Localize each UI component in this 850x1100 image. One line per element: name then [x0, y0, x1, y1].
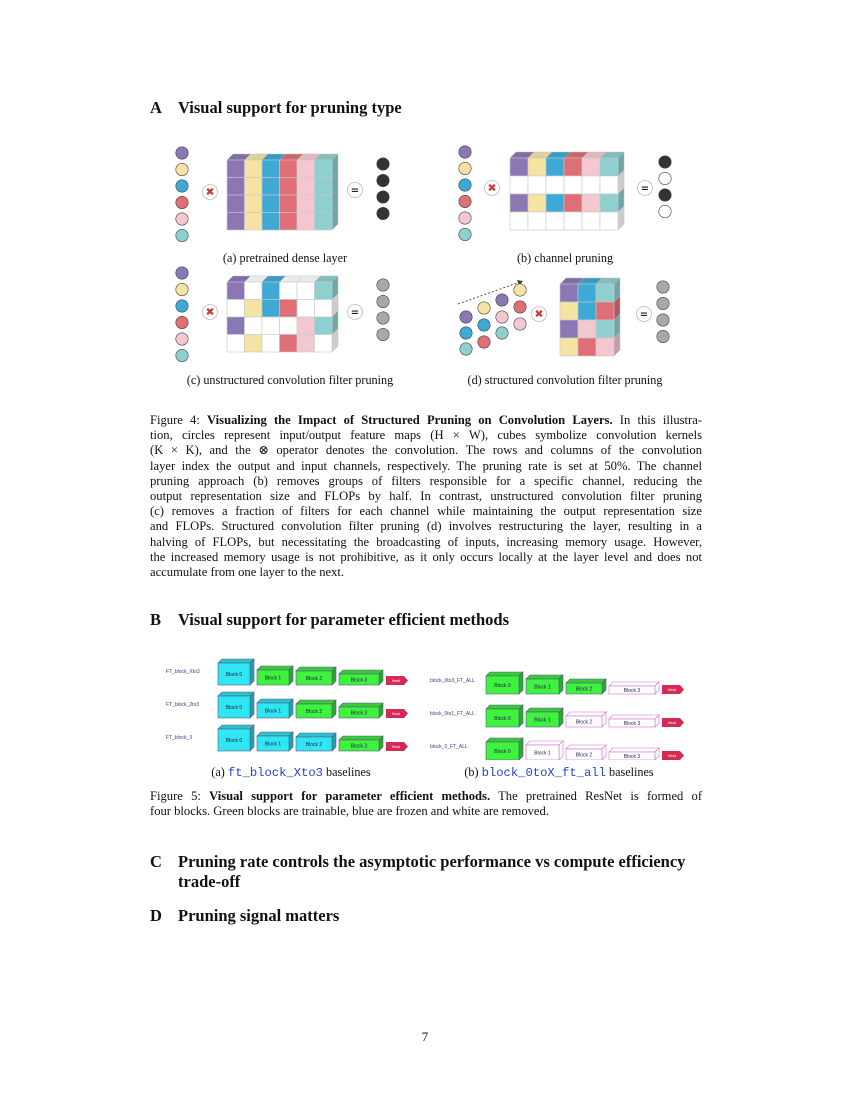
block-2-1-label: Block 1	[534, 750, 551, 757]
section-c-heading	[150, 852, 710, 892]
section-b-title: Visual support for parameter efficient methods	[178, 610, 510, 629]
figure5-caption-label: Figure 5:	[150, 789, 201, 803]
figure5-subcaption-a-code: ft_block_Xto3	[227, 766, 323, 780]
broadcast-arrow-line	[458, 282, 520, 304]
kernel-a-cell-1-2	[262, 178, 280, 196]
figure4-panel-c	[160, 260, 410, 368]
input-map-a-2	[176, 180, 188, 192]
kernel-c-cell-1-5	[315, 300, 333, 318]
figure5-panel-a	[160, 655, 422, 761]
conv-operator-c-x: ✖	[205, 305, 215, 319]
row-label-0: block_0to3_FT_ALL	[430, 678, 475, 684]
kernel-d-cell-0-2	[596, 284, 614, 302]
block-0-2-top	[296, 667, 336, 671]
figure4-panel-d	[440, 260, 690, 368]
kernel-a-cell-2-2	[262, 195, 280, 213]
input-map-b-4	[459, 212, 471, 224]
section-d-heading	[150, 906, 339, 926]
block-2-0-side	[250, 725, 254, 751]
output-map-c-1	[377, 295, 389, 307]
output-map-c-2	[377, 312, 389, 324]
figure5-caption-line1-rest: The pretrained ResNet is formed of	[498, 789, 703, 803]
kernel-a-cell-0-2	[262, 160, 280, 178]
conv-operator-b-x: ✖	[487, 181, 497, 195]
kernel-b-cell-2-5	[600, 194, 618, 212]
input-map-c-5	[176, 349, 188, 361]
block-0-0-side	[250, 659, 254, 685]
kernel-a-cell-3-1	[245, 213, 263, 231]
figure5-caption	[150, 789, 702, 819]
figure5-caption-title: Visual support for parameter efficient methods.	[209, 789, 491, 803]
row-label-2: FT_block_3	[166, 735, 193, 741]
kernel-a-cell-0-4	[297, 160, 315, 178]
block-0-0-top	[486, 672, 523, 676]
kernel-b-cell-3-3	[564, 212, 582, 230]
kernel-a-cell-1-3	[280, 178, 298, 196]
block-0-3-top	[339, 670, 383, 674]
block-1-1-top	[526, 708, 563, 712]
input-map-a-4	[176, 213, 188, 225]
input-map-a-3	[176, 196, 188, 208]
kernel-c-cell-3-0	[227, 335, 245, 353]
broadcast-input-7	[496, 311, 508, 323]
head-0-label: Head	[667, 688, 677, 692]
row-label-2: block_0_FT_ALL	[430, 744, 468, 750]
section-a-number: A	[150, 98, 162, 117]
kernel-b-cell-1-5	[600, 176, 618, 194]
kernel-b-cell-2-0	[510, 194, 528, 212]
kernel-d-cell-1-1	[578, 302, 596, 320]
block-0-3-top	[609, 682, 659, 686]
figure4-subcaption-c: (c) unstructured convolution filter pruning	[186, 373, 394, 387]
section-c-title-line1: Pruning rate controls the asymptotic performance vs compute efficiency	[178, 852, 686, 871]
block-2-0-top	[218, 725, 254, 729]
broadcast-input-0	[460, 311, 472, 323]
figure4-caption-line-4: pruning approach (b) removes groups of filters responsible for a specific channel, reducing the	[150, 473, 702, 488]
figure4-caption-line-2: (K × K), and the ⊗ operator denotes the convolution. The rows and columns of the convolution	[150, 443, 702, 458]
kernel-a-cell-2-0	[227, 195, 245, 213]
kernel-c-cell-0-5	[315, 282, 333, 300]
section-a-title: Visual support for pruning type	[178, 98, 402, 117]
kernel-c-cell-0-4	[297, 282, 315, 300]
input-map-c-4	[176, 333, 188, 345]
figure4-subcaption-a: (a) pretrained dense layer	[222, 251, 348, 265]
input-map-c-0	[176, 267, 188, 279]
section-d-number: D	[150, 906, 162, 925]
block-1-0-side	[519, 705, 523, 727]
figure4-caption-line-8: halving of FLOPs, but necessitating the broadcasting of inputs, increasing memory usage. However,	[150, 534, 702, 549]
output-map-b-0	[659, 156, 671, 168]
figure4-subcaption-d: (d) structured convolution filter pruning	[467, 373, 663, 387]
figure4-panel-b	[440, 140, 690, 252]
kernel-d-cell-3-2	[596, 338, 614, 356]
input-map-c-2	[176, 300, 188, 312]
block-0-1-label: Block 1	[534, 684, 551, 691]
kernel-c-cell-0-1	[245, 282, 263, 300]
kernel-b-cell-0-0	[510, 158, 528, 176]
output-map-b-1	[659, 172, 671, 184]
block-1-2-label: Block 2	[305, 709, 323, 715]
kernel-a-cell-1-4	[297, 178, 315, 196]
figure4-caption-first-line	[150, 413, 702, 428]
broadcast-input-4	[478, 319, 490, 331]
block-0-2-label: Block 2	[575, 686, 593, 693]
block-1-3-label: Block 3	[623, 721, 641, 727]
kernel-c-cell-0-3	[280, 282, 298, 300]
kernel-a-cell-1-5	[315, 178, 333, 196]
kernel-a-cell-0-0	[227, 160, 245, 178]
block-0-1-top	[257, 666, 293, 670]
kernel-a-cell-3-5	[315, 213, 333, 231]
kernel-b-cell-1-1	[528, 176, 546, 194]
figure4-caption-line-9: the increased memory usage is not prohibitive, as it only occurs locally at the layer level and does not	[150, 549, 702, 564]
figure5-subcaption-b	[428, 765, 690, 780]
block-1-3-top	[609, 715, 659, 719]
kernel-c-cell-3-2	[262, 335, 280, 353]
input-map-a-0	[176, 147, 188, 159]
output-map-a-1	[377, 174, 389, 186]
kernel-a-cell-0-5	[315, 160, 333, 178]
broadcast-input-3	[478, 302, 490, 314]
equals-b-eq: =	[640, 183, 650, 195]
block-2-2-label: Block 2	[575, 752, 593, 759]
output-map-a-2	[377, 191, 389, 203]
kernel-c-cell-0-0	[227, 282, 245, 300]
kernel-c-cell-3-1	[245, 335, 263, 353]
head-0-label: Head	[391, 679, 401, 683]
kernel-a-cell-0-3	[280, 160, 298, 178]
kernel-b-cell-0-3	[564, 158, 582, 176]
figure5-subcaption-a-suffix: baselines	[322, 765, 371, 779]
kernel-c-cell-2-3	[280, 317, 298, 335]
section-c-title-line2: trade-off	[178, 872, 241, 891]
block-1-0-label: Block 0	[225, 705, 243, 711]
block-2-0-top	[486, 738, 523, 742]
block-1-3-label: Block 3	[350, 710, 368, 717]
figure4-caption-line-6: (c) removes a fraction of filters for each channel while maintaining the output representation size	[150, 504, 702, 519]
block-2-2-top	[566, 745, 606, 749]
output-map-a-3	[377, 207, 389, 219]
output-map-b-2	[659, 189, 671, 201]
kernel-c-cell-2-1	[245, 317, 263, 335]
broadcast-input-1	[460, 327, 472, 339]
input-map-b-5	[459, 228, 471, 240]
block-1-1-top	[257, 699, 293, 703]
kernel-b-cell-1-2	[546, 176, 564, 194]
kernel-c-cell-1-3	[280, 300, 298, 318]
kernel-c-cell-3-5	[315, 335, 333, 353]
input-map-a-5	[176, 229, 188, 241]
kernel-c-cell-3-4	[297, 335, 315, 353]
figure5-panel-b	[428, 660, 690, 760]
section-a-heading	[150, 98, 402, 118]
kernel-d-cell-3-1	[578, 338, 596, 356]
output-map-d-0	[657, 281, 669, 293]
broadcast-input-9	[514, 284, 526, 296]
kernel-b-cell-1-4	[582, 176, 600, 194]
input-map-b-0	[459, 146, 471, 158]
head-1-label: Head	[667, 721, 677, 725]
kernel-a-cell-3-2	[262, 213, 280, 231]
kernel-a-cell-2-1	[245, 195, 263, 213]
block-2-0-side	[519, 738, 523, 760]
figure5-subcaption-a-prefix: (a)	[211, 765, 228, 779]
input-map-c-1	[176, 283, 188, 295]
figure5-subcaption-b-prefix: (b)	[464, 765, 482, 779]
kernel-d-cell-1-0	[560, 302, 578, 320]
kernel-d-cell-2-2	[596, 320, 614, 338]
block-0-3-label: Block 3	[623, 688, 641, 694]
figure5-subcaption-b-code: block_0toX_ft_all	[481, 766, 606, 780]
block-2-1-top	[526, 741, 563, 745]
kernel-b-cell-3-5	[600, 212, 618, 230]
broadcast-input-8	[496, 327, 508, 339]
block-2-3-label: Block 3	[350, 743, 368, 750]
figure4-caption-line-10: accumulate from one layer to the next.	[150, 565, 345, 580]
broadcast-input-2	[460, 343, 472, 355]
kernel-a-cell-2-3	[280, 195, 298, 213]
kernel-a-cell-2-4	[297, 195, 315, 213]
output-map-d-2	[657, 314, 669, 326]
kernel-c-cell-1-2	[262, 300, 280, 318]
block-0-0-top	[218, 659, 254, 663]
section-c-number: C	[150, 852, 162, 871]
block-0-1-top	[526, 675, 563, 679]
figure4-caption	[150, 413, 702, 580]
broadcast-input-10	[514, 301, 526, 313]
figure4-caption-line-5: output representation size and FLOPs by half. In contrast, unstructured convolution filter pruning	[150, 489, 702, 504]
kernel-c-cell-2-0	[227, 317, 245, 335]
figure4-subcaption-b: (b) channel pruning	[516, 251, 614, 265]
kernel-b-cell-0-2	[546, 158, 564, 176]
kernel-d-cell-0-0	[560, 284, 578, 302]
kernel-b-cell-0-1	[528, 158, 546, 176]
block-1-0-label: Block 0	[494, 716, 511, 722]
block-1-0-side	[250, 692, 254, 718]
kernel-d-cell-3-0	[560, 338, 578, 356]
block-0-0-side	[519, 672, 523, 694]
input-map-c-3	[176, 316, 188, 328]
kernel-a-cell-3-4	[297, 213, 315, 231]
output-map-d-3	[657, 330, 669, 342]
kernel-c-cell-2-5	[315, 317, 333, 335]
conv-operator-d-x: ✖	[534, 307, 544, 321]
block-1-1-label: Block 1	[534, 717, 551, 724]
kernel-c-cell-1-0	[227, 300, 245, 318]
block-1-2-top	[566, 712, 606, 716]
conv-operator-a-x: ✖	[205, 185, 215, 199]
kernel-b-cell-0-5	[600, 158, 618, 176]
row-label-1: FT_block_2to3	[166, 702, 200, 708]
page-number: 7	[421, 1029, 429, 1044]
block-2-2-label: Block 2	[305, 742, 323, 748]
block-2-2-top	[296, 733, 336, 737]
block-2-0-label: Block 0	[225, 738, 243, 744]
figure4-caption-title: Visualizing the Impact of Structured Pruning on Convolution Layers.	[207, 413, 613, 427]
kernel-c-cell-2-2	[262, 317, 280, 335]
kernel-d-cell-2-0	[560, 320, 578, 338]
input-map-b-3	[459, 195, 471, 207]
kernel-b-cell-3-2	[546, 212, 564, 230]
block-1-0-top	[486, 705, 523, 709]
broadcast-input-6	[496, 294, 508, 306]
kernel-b-cell-2-2	[546, 194, 564, 212]
kernel-b-cell-2-1	[528, 194, 546, 212]
row-label-1: block_0to1_FT_ALL	[430, 711, 475, 717]
head-1-label: Head	[391, 712, 401, 716]
kernel-c-cell-1-4	[297, 300, 315, 318]
equals-a-eq: =	[350, 185, 360, 197]
output-map-d-1	[657, 297, 669, 309]
block-2-3-top	[339, 736, 383, 740]
kernel-c-cell-2-4	[297, 317, 315, 335]
row-label-0: FT_block_Xto3	[166, 669, 200, 675]
section-c-line1	[150, 852, 710, 872]
block-1-0-top	[218, 692, 254, 696]
section-b-number: B	[150, 610, 162, 629]
figure4-caption-line-3: layer index the output and input channels, respectively. The pruning rate is set at 50%. The channel	[150, 458, 702, 473]
kernel-b-cell-1-0	[510, 176, 528, 194]
block-2-3-top	[609, 748, 659, 752]
kernel-b-cell-3-4	[582, 212, 600, 230]
head-2-label: Head	[667, 754, 677, 758]
kernel-b-cell-0-4	[582, 158, 600, 176]
block-0-3-label: Block 3	[350, 677, 368, 684]
output-map-a-0	[377, 158, 389, 170]
block-0-1-label: Block 1	[264, 675, 282, 682]
figure4-caption-line-7: and FLOPs. Structured convolution filter pruning (d) involves restructuring the layer, resulting in a	[150, 519, 702, 534]
kernel-c-cell-3-3	[280, 335, 298, 353]
block-0-2-top	[566, 679, 606, 683]
block-2-1-top	[257, 732, 293, 736]
kernel-c-cell-1-1	[245, 300, 263, 318]
block-1-2-label: Block 2	[575, 719, 593, 726]
output-map-b-3	[659, 205, 671, 217]
kernel-d-cell-1-2	[596, 302, 614, 320]
kernel-a-cell-3-0	[227, 213, 245, 231]
block-0-0-label: Block 0	[494, 683, 511, 689]
block-0-0-label: Block 0	[225, 672, 243, 678]
block-0-2-label: Block 2	[305, 676, 323, 682]
kernel-b-cell-2-4	[582, 194, 600, 212]
figure4-caption-line-1: tion, circles represent input/output feature maps (H × W), cubes symbolize convolution kernels	[150, 428, 702, 443]
block-1-2-top	[296, 700, 336, 704]
block-1-3-top	[339, 703, 383, 707]
section-b-heading	[150, 610, 509, 630]
figure5-caption-first-line	[150, 789, 702, 804]
kernel-a-cell-2-5	[315, 195, 333, 213]
kernel-c-cell-0-2	[262, 282, 280, 300]
kernel-b-cell-2-3	[564, 194, 582, 212]
kernel-d-cell-0-1	[578, 284, 596, 302]
figure4-panel-a	[160, 140, 410, 252]
figure5-subcaption-b-suffix: baselines	[605, 765, 654, 779]
equals-c-eq: =	[350, 307, 360, 319]
kernel-a-cell-0-1	[245, 160, 263, 178]
section-d-title: Pruning signal matters	[178, 906, 340, 925]
figure5-caption-line2: four blocks. Green blocks are trainable, blue are frozen and white are removed.	[150, 804, 549, 819]
input-map-b-2	[459, 179, 471, 191]
block-2-3-label: Block 3	[623, 754, 641, 760]
block-2-0-label: Block 0	[494, 749, 511, 755]
output-map-c-0	[377, 279, 389, 291]
kernel-b-cell-1-3	[564, 176, 582, 194]
input-map-a-1	[176, 163, 188, 175]
kernel-d-cell-2-1	[578, 320, 596, 338]
kernel-b-cell-3-1	[528, 212, 546, 230]
broadcast-input-11	[514, 318, 526, 330]
broadcast-input-5	[478, 336, 490, 348]
equals-d-eq: =	[639, 309, 649, 321]
head-2-label: Head	[391, 745, 401, 749]
output-map-c-3	[377, 328, 389, 340]
kernel-a-cell-1-0	[227, 178, 245, 196]
block-2-1-label: Block 1	[264, 741, 282, 748]
input-map-b-1	[459, 162, 471, 174]
figure5-subcaption-a	[160, 765, 422, 780]
figure4-caption-label: Figure 4:	[150, 413, 200, 427]
block-1-1-label: Block 1	[264, 708, 282, 715]
kernel-a-cell-1-1	[245, 178, 263, 196]
kernel-b-cell-3-0	[510, 212, 528, 230]
figure4-caption-line-0: In this illustra-	[619, 413, 702, 427]
kernel-a-cell-3-3	[280, 213, 298, 231]
